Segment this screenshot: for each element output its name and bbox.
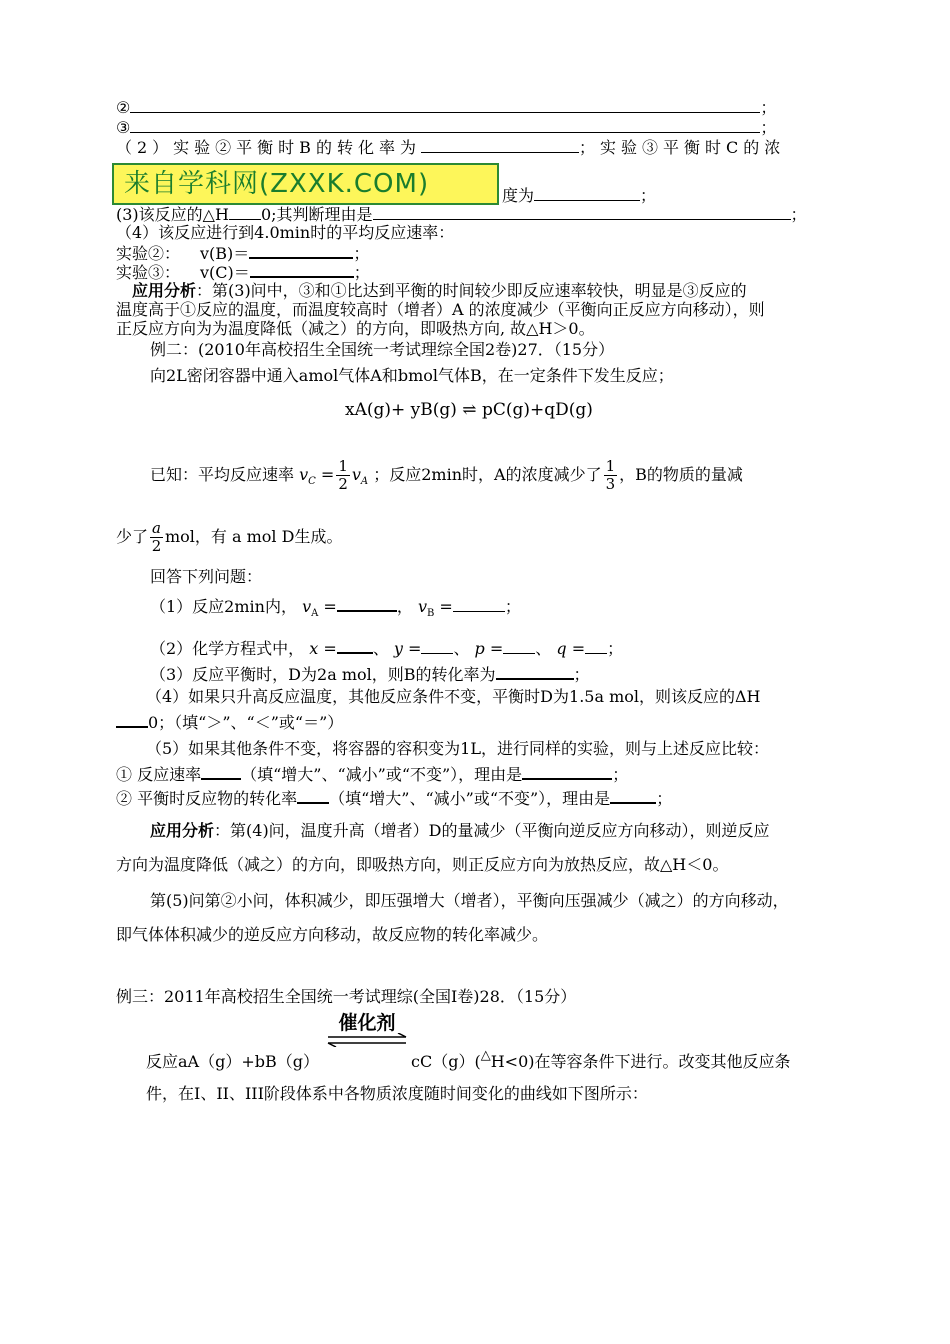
example-3-title: 例三：2011年高校招生全国统一考试理综(全国I卷)28．（15分） xyxy=(116,987,577,1006)
example-2-title: 例二：(2010年高校招生全国统一考试理综全国2卷)27．（15分） xyxy=(150,340,615,359)
answer-blank xyxy=(249,243,353,259)
blank-line-2: ② ； xyxy=(116,98,777,117)
question-3-line: (3)该反应的△H 0;其判断理由是 ； xyxy=(116,205,807,224)
fraction-third: $\frac{1}{3}$ xyxy=(605,457,616,493)
question-3-conv-line: （3）反应平衡时，D为2a mol，则B的转化率为 ； xyxy=(150,665,590,684)
question-5-2-line: ② 平衡时反应物的转化率 （填“增大”、“减小”或“不变”），理由是 ； xyxy=(116,789,673,808)
decrease-line: 少了 $\frac{a}{2}$ mol，有 a mol D生成。 xyxy=(116,519,343,555)
answer-blank xyxy=(421,138,579,153)
question-2-line: （2）实验②平衡时B的转化率为 ；实验③平衡时C的浓 xyxy=(116,138,786,157)
analysis-3: 第(5)问第②小问，体积减少，即压强增大（增者），平衡向压强减少（减之）的方向移动， xyxy=(150,891,789,910)
analysis-3-cont: 即气体体积减少的逆反应方向移动，故反应物的转化率减少。 xyxy=(116,925,549,944)
question-1-line: （1）反应2min内， $v_A$ = ， $v_B$ = ； xyxy=(150,597,521,619)
question-5-line: （5）如果其他条件不变，将容器的容积变为1L，进行同样的实验，则与上述反应比较： xyxy=(146,739,769,758)
blank-line-3: ③ ； xyxy=(116,118,777,137)
equilibrium-arrows-icon xyxy=(326,1033,408,1047)
answer-blank xyxy=(250,262,354,278)
question-4-temp-line: （4）如果只升高反应温度，其他反应条件不变，平衡时D为1.5a mol，则该反应的ΔH xyxy=(146,687,761,706)
question-5-1-line: ① 反应速率 （填“增大”、“减小”或“不变”），理由是 ； xyxy=(116,765,629,784)
known-rate-line: 已知：平均反应速率 $v_C$ = $\frac{1}{2}$ $v_A$ ；反应2min时，A的浓度减少了 $\frac{1}{3}$ ，B的物质的量减 xyxy=(150,457,743,493)
fraction-half: $\frac{1}{2}$ xyxy=(338,457,348,493)
rate-b-line: 实验②： v(B)＝ ； xyxy=(116,244,370,263)
question-4-line: （4）该反应进行到4.0min时的平均反应速率： xyxy=(116,223,455,242)
analysis-1: 应用分析：第(3)问中，③和①比达到平衡的时间较少即反应速率较快，明显是③反应的 xyxy=(132,281,747,300)
answer-prompt: 回答下列问题： xyxy=(150,567,263,586)
example-3-desc: 件，在I、II、III阶段体系中各物质浓度随时间变化的曲线如下图所示： xyxy=(146,1084,648,1103)
answer-blank xyxy=(130,118,760,133)
example-2-intro: 向2L密闭容器中通入amol气体A和bmol气体B，在一定条件下发生反应； xyxy=(150,366,674,385)
rate-c-line: 实验③： v(C)＝ ； xyxy=(116,263,370,282)
watermark-logo: 来自学科网(ZXXK.COM) xyxy=(112,163,499,205)
analysis-2: 应用分析：第(4)问，温度升高（增者）D的量减少（平衡向逆反应方向移动），则逆反应 xyxy=(150,821,770,840)
analysis-1-cont: 温度高于①反应的温度，而温度较高时（增者）A 的浓度减少（平衡向正反应方向移动），则 xyxy=(116,300,765,319)
example-3-reaction: 反应aA（g）+bB（g） cC（g）(△H<0)在等容条件下进行。改变其他反应条 xyxy=(146,1048,791,1071)
answer-blank xyxy=(130,98,760,113)
question-2-coeff-line: （2）化学方程式中， x = 、 y = 、 p = 、 q = ； xyxy=(150,639,624,658)
question-4-temp-cont: 0；（填“＞”、“＜”或“＝”） xyxy=(116,712,862,732)
answer-blank xyxy=(534,186,640,201)
concentration-line: 度为 ； xyxy=(502,186,657,205)
fraction-a-over-2: $\frac{a}{2}$ xyxy=(151,519,162,555)
reaction-equation: xA(g)+ yB(g) ⇌ pC(g)+qD(g) xyxy=(345,400,593,420)
answer-blank xyxy=(116,712,148,728)
catalyst-arrow: 催化剂 xyxy=(326,1013,408,1047)
answer-blank xyxy=(373,205,791,220)
rate-relation: $v_C$ = xyxy=(299,465,335,487)
answer-blank xyxy=(337,596,397,612)
analysis-1-end: 正反应方向为为温度降低（减之）的方向，即吸热方向, 故△H＞0。 xyxy=(116,319,595,338)
answer-blank xyxy=(496,664,574,680)
answer-blank xyxy=(453,597,505,612)
answer-blank xyxy=(229,205,261,220)
analysis-2-cont: 方向为温度降低（减之）的方向，即吸热方向，则正反应方向为放热反应，故△H＜0。 xyxy=(116,855,729,874)
